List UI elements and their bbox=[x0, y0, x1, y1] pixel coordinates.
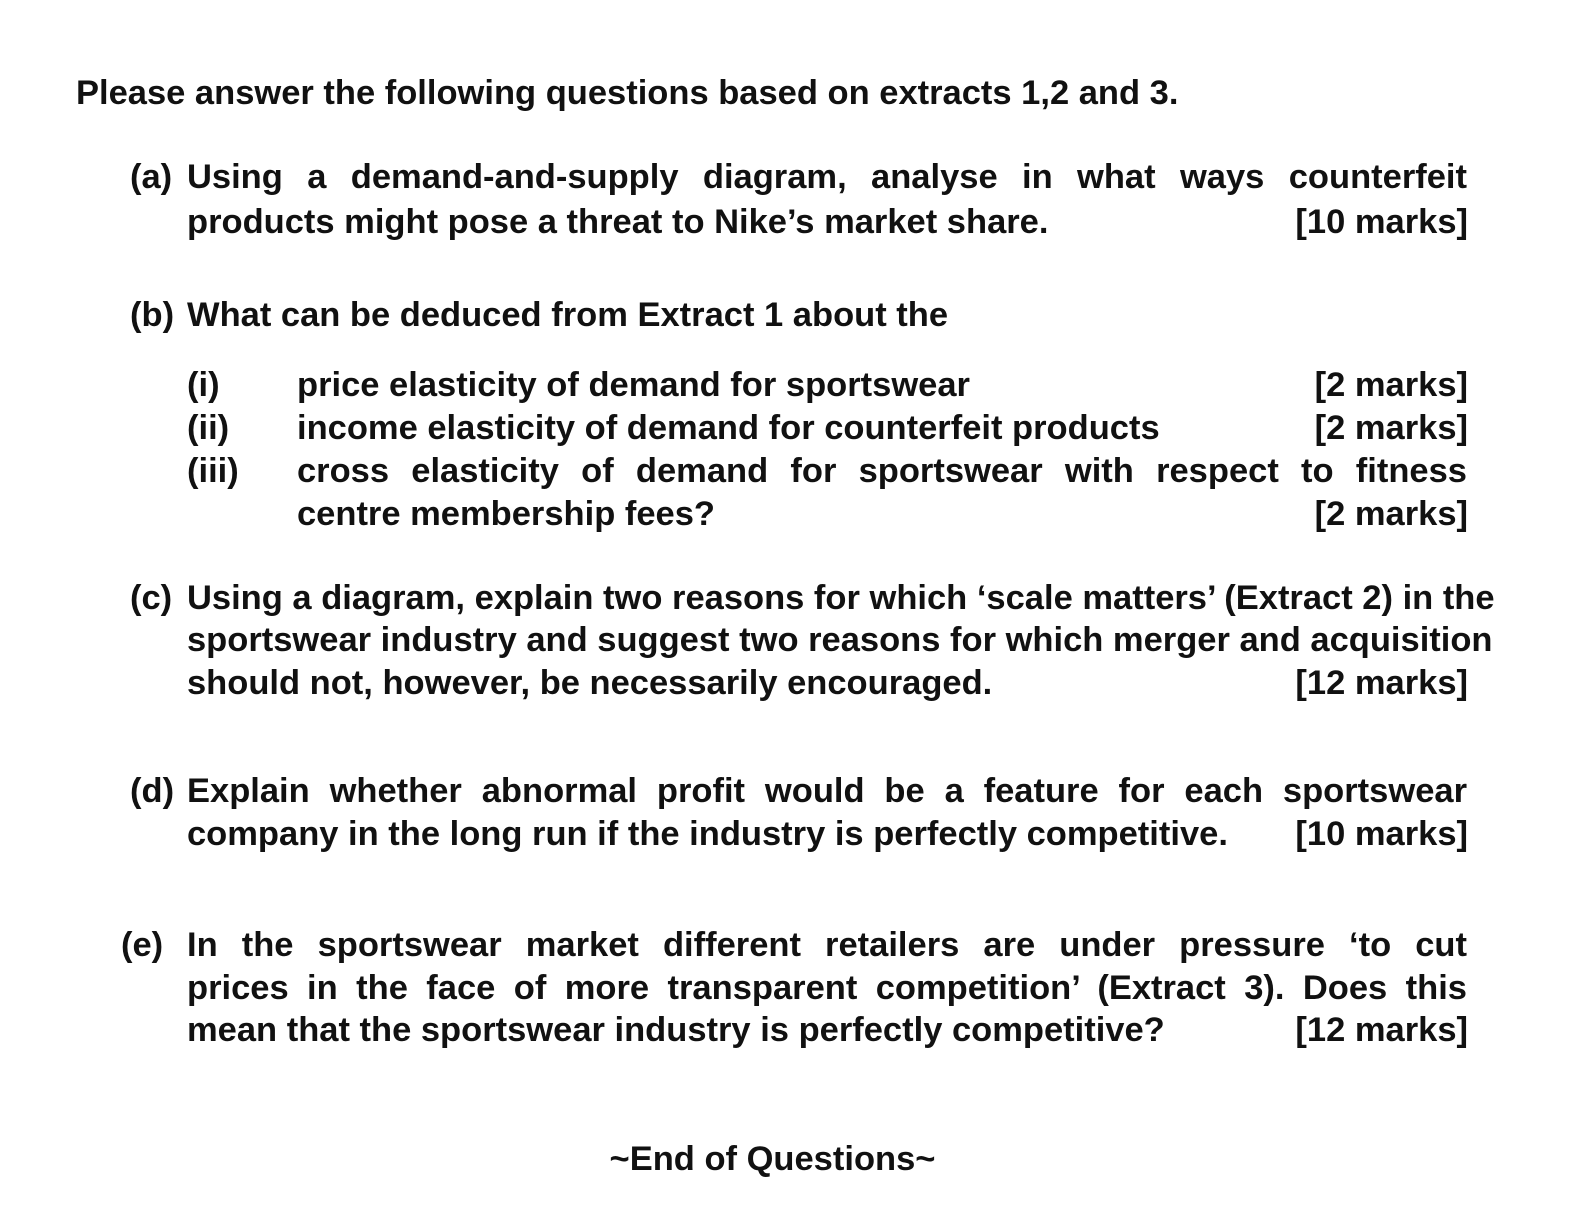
question-d-marks: [10 marks] bbox=[1295, 815, 1468, 853]
question-d-line2: company in the long run if the industry is perfectly competitive. bbox=[187, 815, 1228, 853]
question-b-part-iii-line1: cross elasticity of demand for sportswear with respect to fitness bbox=[297, 452, 1467, 490]
question-b-intro: What can be deduced from Extract 1 about the bbox=[187, 296, 949, 334]
question-c-line2: sportswear industry and suggest two reasons for which merger and acquisition bbox=[187, 621, 1493, 659]
question-b-part-ii-label: (ii) bbox=[187, 409, 230, 447]
question-d-label: (d) bbox=[130, 772, 175, 810]
question-e-label: (e) bbox=[121, 926, 164, 964]
question-e-line2: prices in the face of more transparent competition’ (Extract 3). Does this bbox=[187, 969, 1467, 1007]
question-b-part-i-text: price elasticity of demand for sportswear bbox=[297, 366, 970, 404]
instruction-heading: Please answer the following questions based on extracts 1,2 and 3. bbox=[76, 74, 1179, 112]
question-b-part-iii-label: (iii) bbox=[187, 452, 239, 490]
question-d-line1: Explain whether abnormal profit would be a feature for each sportswear bbox=[187, 772, 1467, 810]
question-b-part-ii-marks: [2 marks] bbox=[1314, 409, 1468, 447]
question-c-line1: Using a diagram, explain two reasons for which ‘scale matters’ (Extract 2) in the bbox=[187, 579, 1495, 617]
question-b-label: (b) bbox=[130, 296, 175, 334]
end-of-questions: ~End of Questions~ bbox=[609, 1140, 936, 1178]
question-b-part-ii-text: income elasticity of demand for counterfeit products bbox=[297, 409, 1160, 447]
question-b-part-i-marks: [2 marks] bbox=[1314, 366, 1468, 404]
question-c-marks: [12 marks] bbox=[1295, 664, 1468, 702]
question-e-marks: [12 marks] bbox=[1295, 1011, 1468, 1049]
question-b-part-iii-marks: [2 marks] bbox=[1314, 495, 1468, 533]
question-c-label: (c) bbox=[130, 579, 173, 617]
question-a-line1: Using a demand-and-supply diagram, analyse in what ways counterfeit bbox=[187, 158, 1467, 196]
question-e-line3: mean that the sportswear industry is perfectly competitive? bbox=[187, 1011, 1165, 1049]
question-a-label: (a) bbox=[130, 158, 173, 196]
question-b-part-i-label: (i) bbox=[187, 366, 220, 404]
question-b-part-iii-line2: centre membership fees? bbox=[297, 495, 715, 533]
question-e-line1: In the sportswear market different retailers are under pressure ‘to cut bbox=[187, 926, 1467, 964]
question-a-marks: [10 marks] bbox=[1295, 203, 1468, 241]
question-c-line3: should not, however, be necessarily encouraged. bbox=[187, 664, 993, 702]
question-a-line2: products might pose a threat to Nike’s market share. bbox=[187, 203, 1049, 241]
